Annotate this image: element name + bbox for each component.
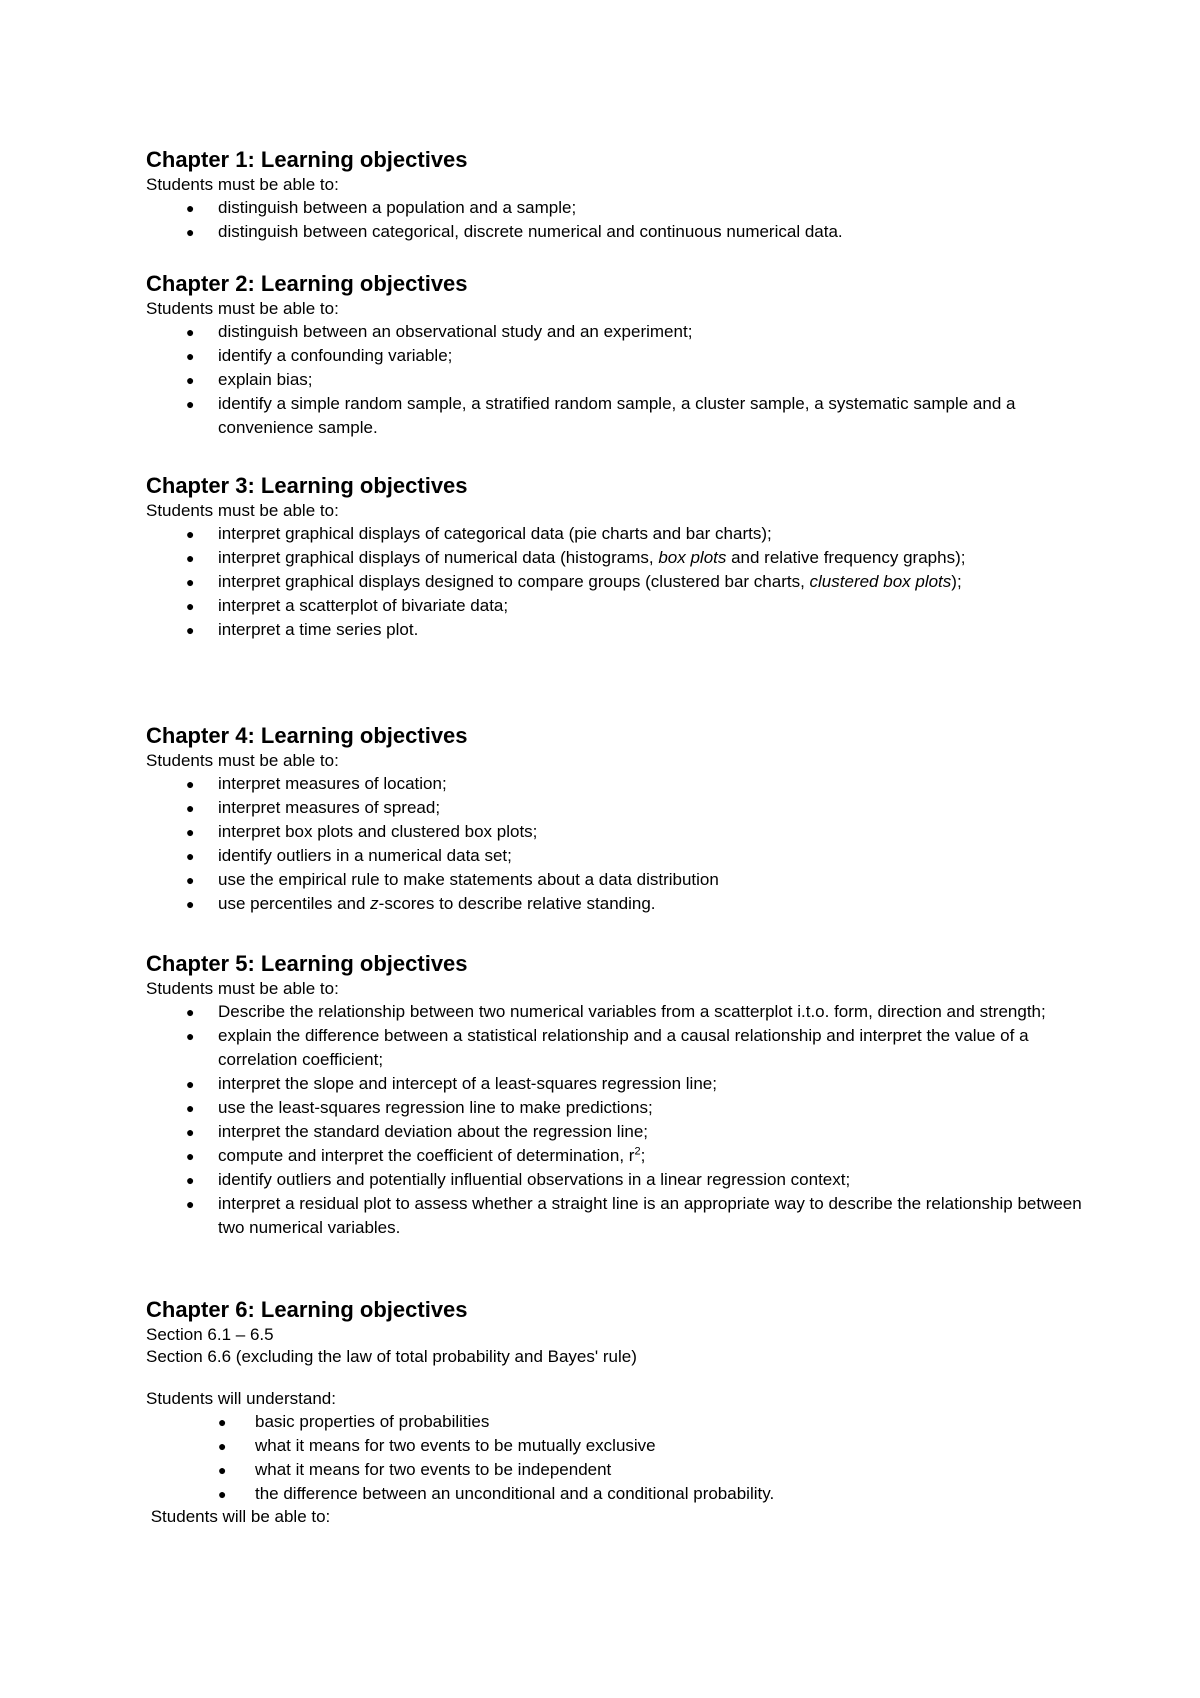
chapter-intro: Students must be able to: xyxy=(146,751,339,770)
chapter-2 xyxy=(146,270,1086,440)
objective-item: ● interpret a residual plot to assess whether a straight line is an appropriate way to describe the relationship between two numerical variables. xyxy=(186,1194,1082,1237)
objective-item: ● compute and interpret the coefficient of determination, $r^2$; xyxy=(146,1144,1086,1168)
bullet-icon: ● xyxy=(186,1076,195,1092)
chapter-1 xyxy=(146,146,1086,244)
chapter-title: Chapter 5: Learning objectives xyxy=(146,951,468,976)
objective-item: ● distinguish between categorical, discrete numerical and continuous numerical data. xyxy=(146,220,1086,244)
bullet-icon: ● xyxy=(186,324,195,340)
bullet-icon: ● xyxy=(186,622,195,638)
bullet-icon: ● xyxy=(186,598,195,614)
objective-item: ● interpret a scatterplot of bivariate data; xyxy=(146,594,1086,618)
chapter-title: Chapter 6: Learning objectives xyxy=(146,1297,468,1322)
bullet-icon: ● xyxy=(186,1124,195,1140)
bullet-icon: ● xyxy=(186,1148,195,1164)
understand-intro: Students will understand: xyxy=(146,1389,336,1408)
objective-item: ● interpret measures of location; xyxy=(146,772,1086,796)
objective-item: ● interpret the standard deviation about the regression line; xyxy=(146,1120,1086,1144)
bullet-icon: ● xyxy=(218,1486,227,1502)
bullet-icon: ● xyxy=(218,1462,227,1478)
chapter-intro: Students must be able to: xyxy=(146,299,339,318)
objective-item: ● identify outliers and potentially influential observations in a linear regression context; xyxy=(146,1168,1086,1192)
objective-item: ● interpret box plots and clustered box plots; xyxy=(146,820,1086,844)
bullet-icon: ● xyxy=(186,848,195,864)
objective-list xyxy=(146,522,1086,642)
bullet-icon: ● xyxy=(186,224,195,240)
spacer xyxy=(146,1368,1086,1388)
bullet-icon: ● xyxy=(186,550,195,566)
objective-item: ● interpret the slope and intercept of a least-squares regression line; xyxy=(146,1072,1086,1096)
chapter-title: Chapter 3: Learning objectives xyxy=(146,473,468,498)
chapter-4 xyxy=(146,722,1086,916)
objective-item: ● identify a confounding variable; xyxy=(146,344,1086,368)
bullet-icon: ● xyxy=(186,526,195,542)
objective-item: ● use the empirical rule to make statements about a data distribution xyxy=(146,868,1086,892)
objective-list xyxy=(146,196,1086,244)
chapter-title: Chapter 1: Learning objectives xyxy=(146,147,468,172)
bullet-icon: ● xyxy=(186,574,195,590)
objective-item: ● use percentiles and z-scores to describe relative standing. xyxy=(146,892,1086,916)
objective-item: ● explain the difference between a statistical relationship and a causal relationship and interpret the value of a correlation coefficient; xyxy=(186,1026,1029,1069)
bullet-icon: ● xyxy=(186,1172,195,1188)
bullet-icon: ● xyxy=(186,200,195,216)
objective-list xyxy=(146,1410,1086,1506)
objective-item: ● distinguish between a population and a sample; xyxy=(146,196,1086,220)
chapter-3 xyxy=(146,472,1086,642)
section-note: Section 6.6 (excluding the law of total probability and Bayes' rule) xyxy=(146,1347,637,1366)
bullet-icon: ● xyxy=(186,396,195,412)
objective-item: ● interpret graphical displays designed to compare groups (clustered bar charts, clustered box plots); xyxy=(146,570,1086,594)
objective-item: ● the difference between an unconditional and a conditional probability. xyxy=(146,1482,1086,1506)
objective-item: ● Describe the relationship between two numerical variables from a scatterplot i.t.o. form, direction and strength; xyxy=(146,1000,1086,1024)
bullet-icon: ● xyxy=(186,1004,195,1020)
bullet-icon: ● xyxy=(218,1414,227,1430)
bullet-icon: ● xyxy=(186,824,195,840)
bullet-icon: ● xyxy=(186,896,195,912)
chapter-5 xyxy=(146,950,1086,1240)
chapter-6 xyxy=(146,1296,1086,1528)
objective-item: ● use the least-squares regression line to make predictions; xyxy=(146,1096,1086,1120)
chapter-intro: Students must be able to: xyxy=(146,501,339,520)
bullet-icon: ● xyxy=(186,348,195,364)
section-range: Section 6.1 – 6.5 xyxy=(146,1325,274,1344)
bullet-icon: ● xyxy=(186,800,195,816)
bullet-icon: ● xyxy=(186,1028,195,1044)
objective-item: ● interpret measures of spread; xyxy=(146,796,1086,820)
objective-item: ● basic properties of probabilities xyxy=(146,1410,1086,1434)
chapter-intro: Students must be able to: xyxy=(146,979,339,998)
objective-item: ● what it means for two events to be independent xyxy=(146,1458,1086,1482)
chapter-title: Chapter 4: Learning objectives xyxy=(146,723,468,748)
able-intro: Students will be able to: xyxy=(146,1507,331,1526)
bullet-icon: ● xyxy=(186,872,195,888)
bullet-icon: ● xyxy=(186,776,195,792)
objective-item: ● identify outliers in a numerical data set; xyxy=(146,844,1086,868)
chapter-title: Chapter 2: Learning objectives xyxy=(146,271,468,296)
objective-item: ● identify a simple random sample, a stratified random sample, a cluster sample, a systematic sample and a convenience sample. xyxy=(186,394,1016,437)
objective-item: ● distinguish between an observational study and an experiment; xyxy=(146,320,1086,344)
objective-list xyxy=(146,1000,1086,1240)
bullet-icon: ● xyxy=(186,1196,195,1212)
chapter-intro: Students must be able to: xyxy=(146,175,339,194)
bullet-icon: ● xyxy=(186,372,195,388)
objective-item: ● explain bias; xyxy=(146,368,1086,392)
objective-list xyxy=(146,320,1086,440)
bullet-icon: ● xyxy=(218,1438,227,1454)
bullet-icon: ● xyxy=(186,1100,195,1116)
objective-list xyxy=(146,772,1086,916)
objective-item: ● interpret a time series plot. xyxy=(146,618,1086,642)
objective-item: ● what it means for two events to be mutually exclusive xyxy=(146,1434,1086,1458)
objective-item: ● interpret graphical displays of categorical data (pie charts and bar charts); xyxy=(146,522,1086,546)
objective-item: ● interpret graphical displays of numerical data (histograms, box plots and relative frequency graphs); xyxy=(146,546,1086,570)
